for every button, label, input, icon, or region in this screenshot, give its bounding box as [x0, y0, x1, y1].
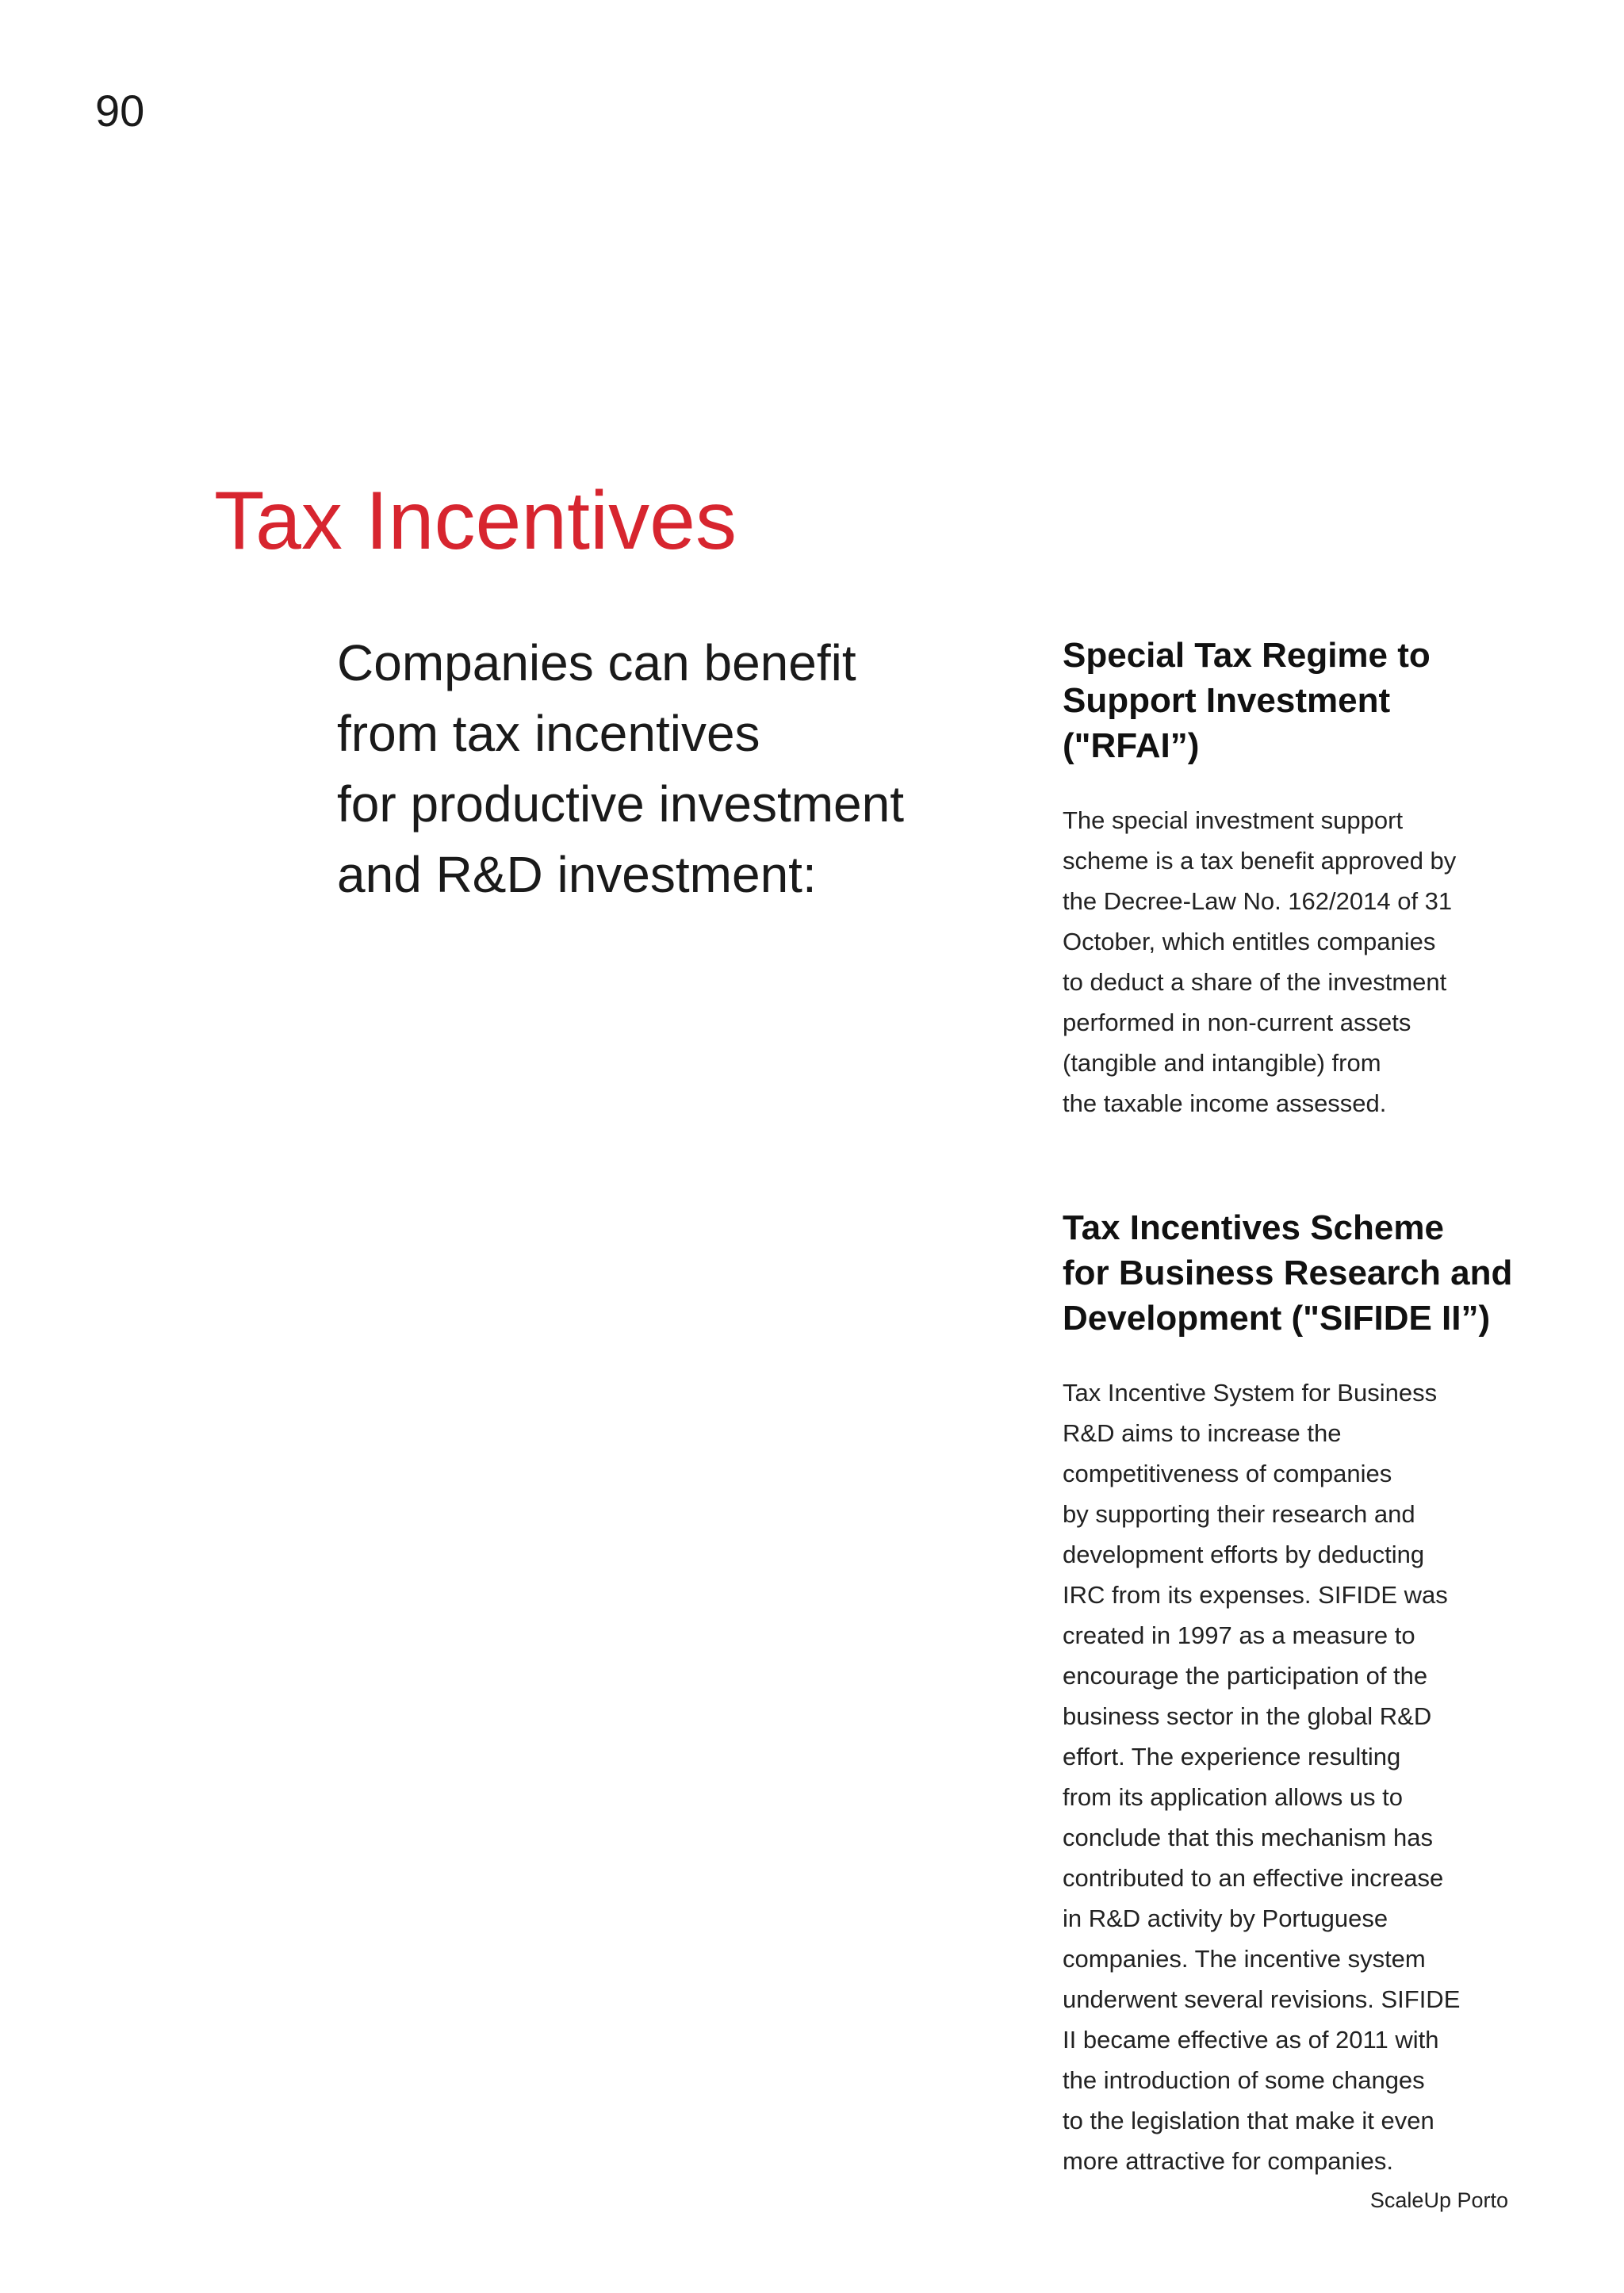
heading-line: Support Investment — [1063, 681, 1391, 720]
body-line: from its application allows us to — [1063, 1783, 1404, 1811]
body-line: conclude that this mechanism has — [1063, 1824, 1433, 1851]
heading-line: Tax Incentives Scheme — [1063, 1208, 1444, 1247]
heading-line: Development ("SIFIDE II”) — [1063, 1299, 1491, 1338]
footer-brand: ScaleUp Porto — [1369, 2188, 1508, 2212]
body-line: the Decree-Law No. 162/2014 of 31 — [1063, 887, 1453, 915]
section-heading — [1063, 633, 1522, 768]
section-sifide — [1063, 1205, 1522, 2181]
body-line: business sector in the global R&D — [1063, 1702, 1432, 1730]
body-line: competitiveness of companies — [1063, 1460, 1392, 1487]
body-line: companies. The incentive system — [1063, 1945, 1426, 1973]
section-heading — [1063, 1205, 1522, 1341]
body-line: October, which entitles companies — [1063, 928, 1436, 955]
body-line: encourage the participation of the — [1063, 1662, 1428, 1690]
intro-line: and R&D investment: — [337, 846, 817, 903]
body-line: by supporting their research and — [1063, 1500, 1415, 1528]
body-line: underwent several revisions. SIFIDE — [1063, 1985, 1461, 2013]
body-line: effort. The experience resulting — [1063, 1743, 1401, 1770]
page-title: Tax Incentives — [214, 475, 737, 567]
body-line: the introduction of some changes — [1063, 2066, 1425, 2094]
heading-line: for Business Research and — [1063, 1254, 1513, 1292]
section-body — [1063, 1372, 1522, 2181]
body-line: R&D aims to increase the — [1063, 1419, 1342, 1447]
intro-line: for productive investment — [337, 775, 904, 833]
intro-line: Companies can benefit — [337, 634, 856, 691]
intro-line: from tax incentives — [337, 705, 760, 762]
body-line: more attractive for companies. — [1063, 2147, 1393, 2175]
body-line: in R&D activity by Portuguese — [1063, 1904, 1388, 1932]
body-line: II became effective as of 2011 with — [1063, 2026, 1439, 2054]
body-line: performed in non-current assets — [1063, 1009, 1411, 1036]
page-number: 90 — [95, 86, 145, 136]
heading-line: ("RFAI”) — [1063, 726, 1200, 765]
body-line: to the legislation that make it even — [1063, 2107, 1434, 2134]
section-body — [1063, 800, 1522, 1124]
section-rfai — [1063, 633, 1522, 1124]
body-line: (tangible and intangible) from — [1063, 1049, 1381, 1077]
body-line: the taxable income assessed. — [1063, 1089, 1387, 1117]
heading-line: Special Tax Regime to — [1063, 636, 1431, 675]
body-line: contributed to an effective increase — [1063, 1864, 1444, 1892]
body-line: Tax Incentive System for Business — [1063, 1379, 1438, 1407]
body-line: scheme is a tax benefit approved by — [1063, 847, 1457, 875]
body-line: IRC from its expenses. SIFIDE was — [1063, 1581, 1448, 1609]
intro-statement — [337, 628, 1019, 910]
body-line: to deduct a share of the investment — [1063, 968, 1447, 996]
body-line: development efforts by deducting — [1063, 1541, 1425, 1568]
body-line: The special investment support — [1063, 806, 1404, 834]
body-line: created in 1997 as a measure to — [1063, 1621, 1415, 1649]
